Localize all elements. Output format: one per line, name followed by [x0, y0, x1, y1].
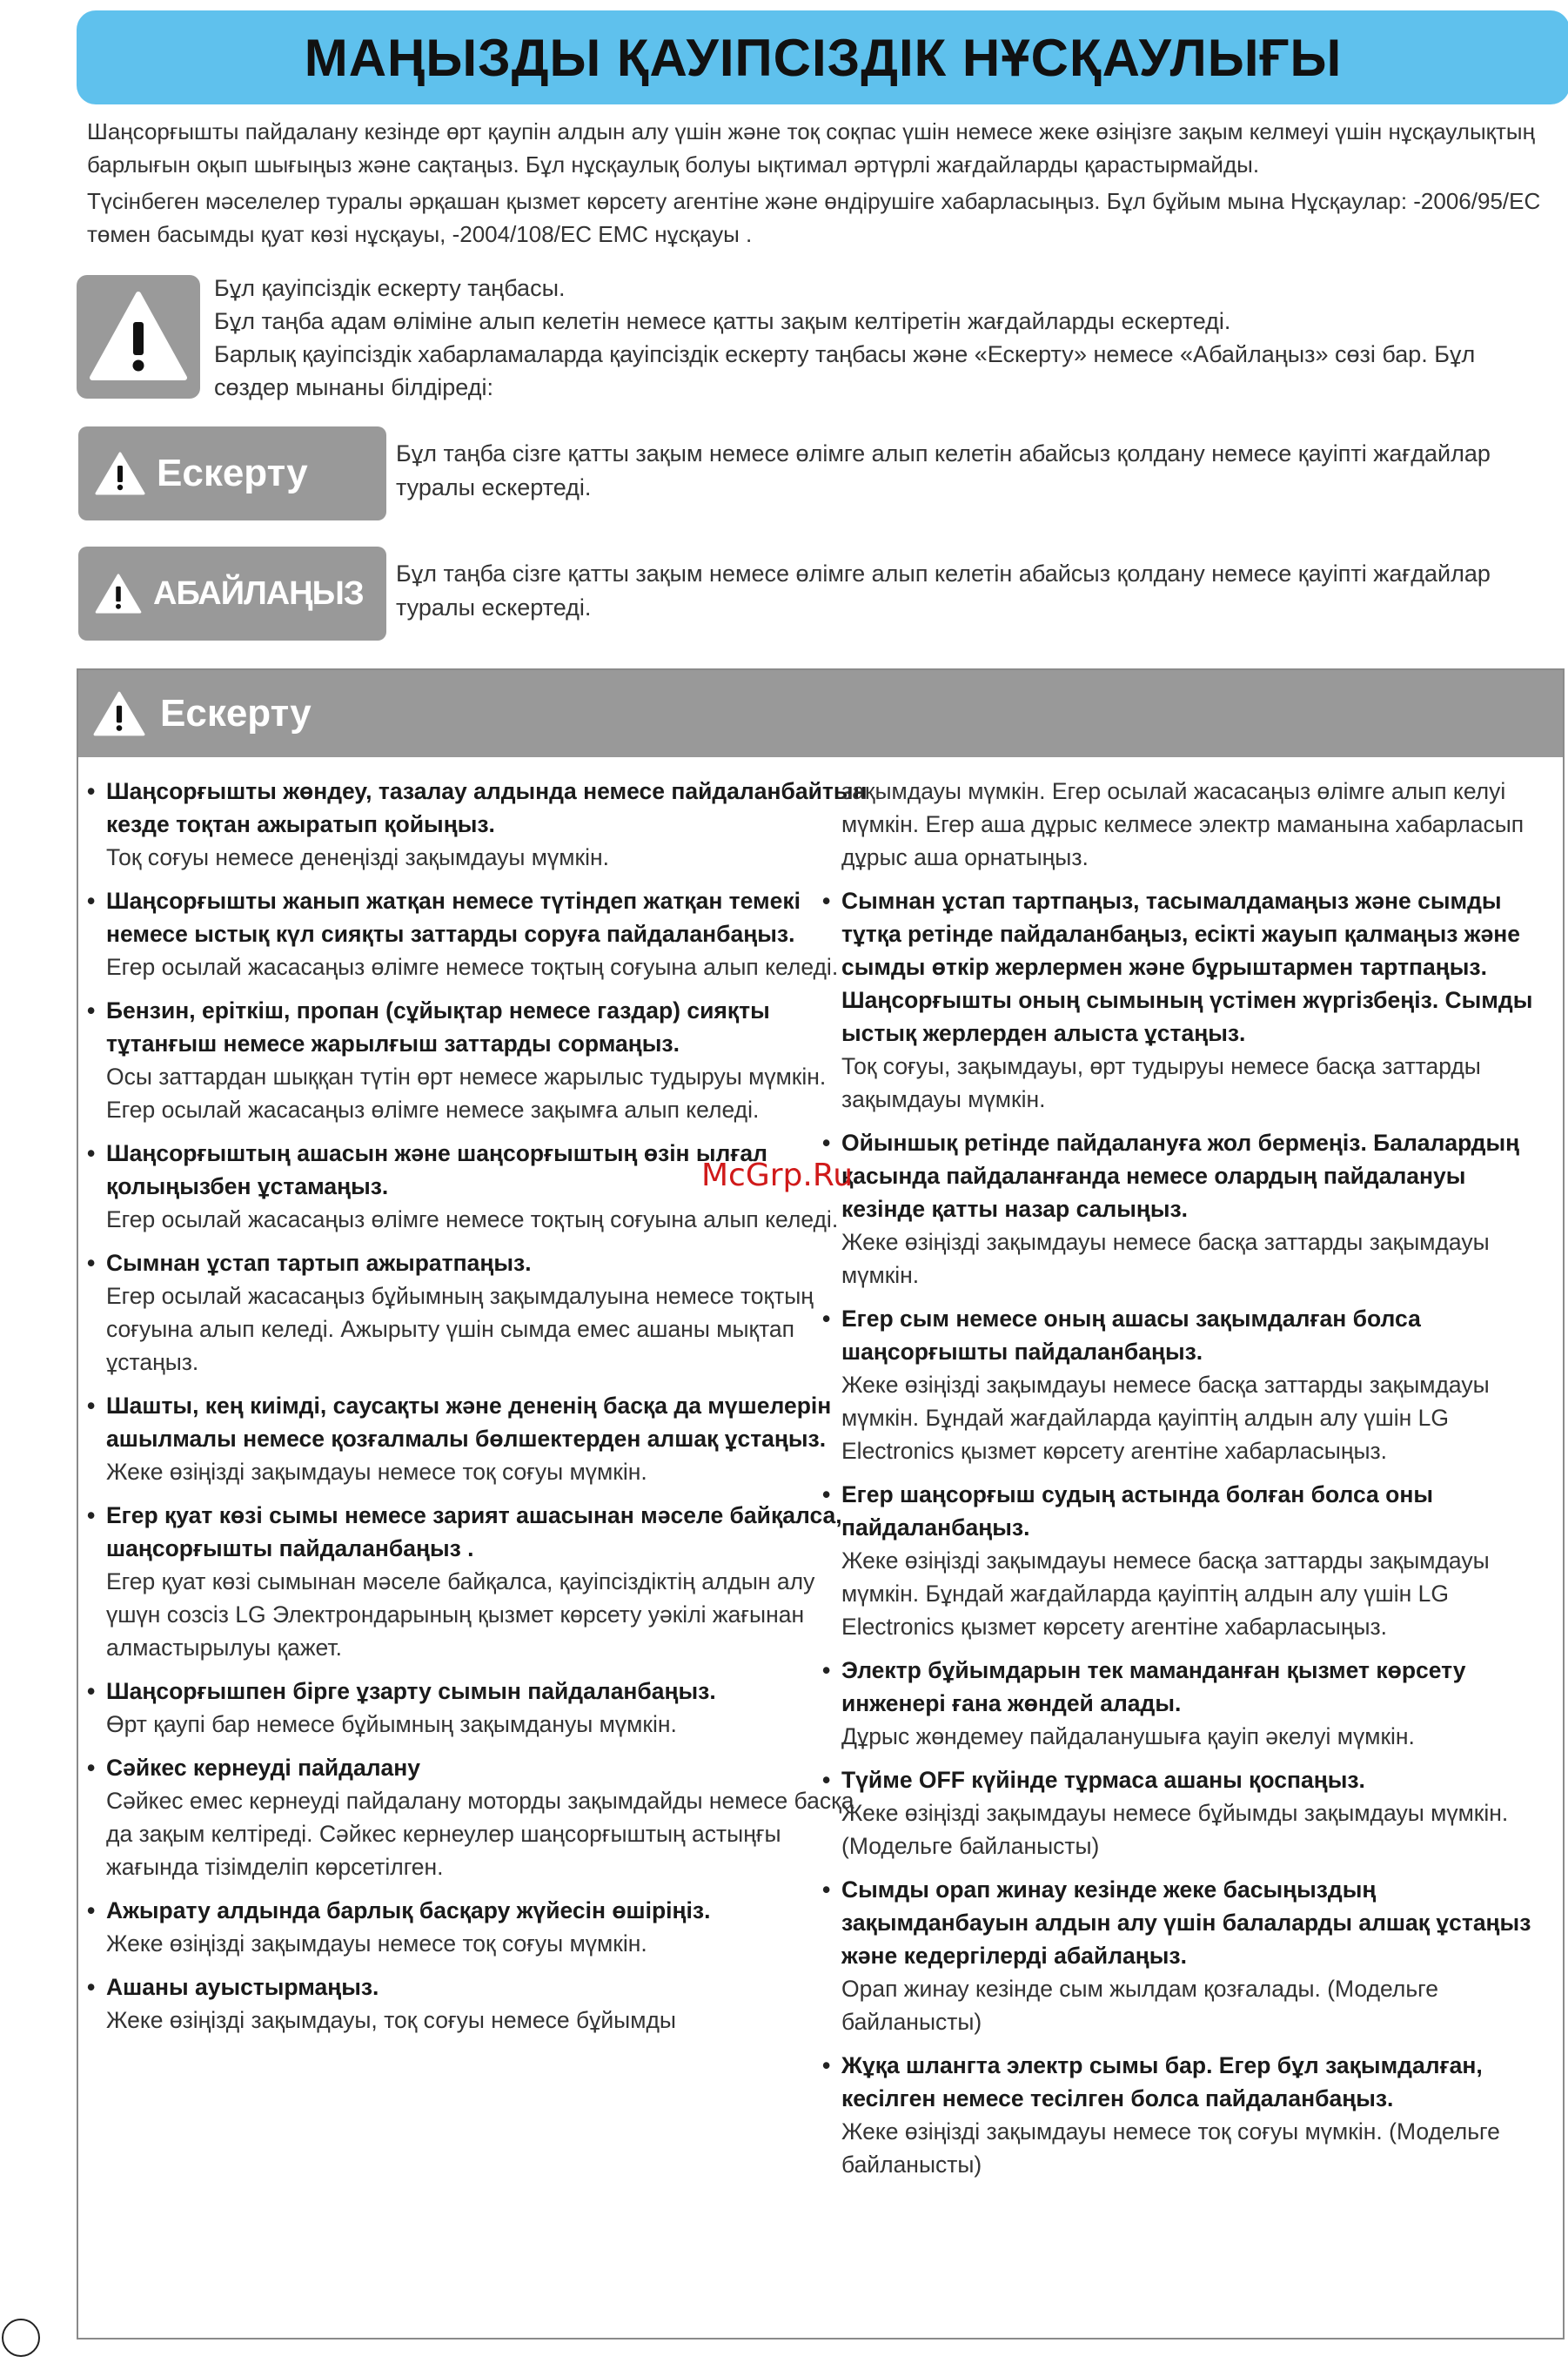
symbol-line: Барлық қауіпсіздік хабарламаларда қауіпсіздік ескерту таңбасы және «Ескерту» немесе «Абайлаңыз» сөзі бар. Бұл сөздер мынаны білдіреді:: [214, 341, 1476, 400]
list-item: [822, 1763, 1553, 1863]
badge-description: Бұл таңба сізге қатты зақым немесе өлімге алып келетін абайсыз қолдану немесе қауіпті жағдайлар туралы ескертеді.: [396, 561, 1491, 621]
item-heading: • Сәйкес кернеуді пайдалану: [106, 1755, 421, 1781]
item-detail: Жеке өзіңізді зақымдауы немесе бұйымды зақымдауы мүмкін. (Модельге байланысты): [841, 1800, 1509, 1859]
list-item: [822, 1478, 1553, 1643]
item-detail: Осы заттардан шыққан түтін өрт немесе жарылыс тудыруы мүмкін. Егер осылай жасасаңыз өлімге немесе зақымға алып келеді.: [106, 1064, 827, 1123]
list-item-continued: [822, 775, 1553, 874]
item-heading: • Шашты, кең киімді, саусақты және дененің басқа да мүшелерін ашылмалы немесе қозғалмалы бөлшектерден алшақ ұстаңыз.: [106, 1393, 832, 1452]
item-heading: • Ашаны ауыстырмаңыз.: [106, 1974, 379, 2000]
list-item: [87, 1499, 870, 1664]
item-heading: • Шаңсорғышпен бірге ұзарту сымын пайдаланбаңыз.: [106, 1678, 716, 1704]
list-item: [822, 1126, 1553, 1292]
list-item: [822, 2049, 1553, 2181]
item-detail: Жеке өзіңізді зақымдауы немесе тоқ соғуы мүмкін.: [106, 1459, 647, 1485]
item-detail: Егер осылай жасасаңыз бұйымның зақымдалуына немесе тоқтың соғуына алып келеді. Ажырыту үшін сымда емес ашаны мықтап ұстаңыз.: [106, 1283, 814, 1375]
item-heading: • Егер сым немесе оның ашасы зақымдалған болса шаңсорғышты пайдаланбаңыз.: [841, 1306, 1421, 1365]
warning-box: [77, 668, 1565, 2340]
warning-icon: [94, 573, 143, 614]
item-detail: Жеке өзіңізді зақымдауы, тоқ соғуы немесе бұйымды: [106, 2007, 676, 2033]
list-item: [87, 1751, 870, 1883]
item-heading: • Бензин, еріткіш, пропан (сұйықтар немесе газдар) сияқты тұтанғыш немесе жарылғыш заттарды сормаңыз.: [106, 997, 770, 1057]
item-heading: • Жұқа шлангта электр сымы бар. Егер бұл зақымдалған, кесілген немесе тесілген болса пайдаланбаңыз.: [841, 2052, 1483, 2111]
warning-icon: [94, 451, 146, 496]
list-item: [822, 1302, 1553, 1467]
item-heading: • Шаңсорғышты жанып жатқан немесе түтіндеп жатқан темекі немесе ыстық күл сияқты заттарды соруға пайдаланбаңыз.: [106, 888, 801, 947]
list-item: [87, 1970, 870, 2037]
title-bar: [77, 10, 1568, 104]
list-item: [87, 1894, 870, 1960]
item-detail: Жеке өзіңізді зақымдауы немесе басқа заттарды зақымдауы мүмкін. Бұндай жағдайларда қауіптің алдын алу үшін LG Electronics қызмет көрсету агентіне хабарласыңыз.: [841, 1547, 1490, 1640]
list-item: [87, 994, 870, 1126]
item-detail: Жеке өзіңізді зақымдауы немесе тоқ соғуы мүмкін. (Модельге байланысты): [841, 2118, 1500, 2178]
item-detail: Егер осылай жасасаңыз өлімге немесе тоқтың соғуына алып келеді.: [106, 954, 839, 980]
item-heading: • Ажырату алдында барлық басқару жүйесін өшіріңіз.: [106, 1897, 711, 1923]
item-detail: зақымдауы мүмкін. Егер осылай жасасаңыз өлімге алып келуі мүмкін. Егер аша дұрыс келмесе электр маманына хабарласып дұрыс аша орнатыңыз.: [841, 778, 1524, 870]
item-detail: Жеке өзіңізді зақымдауы немесе басқа заттарды зақымдауы мүмкін. Бұндай жағдайларда қауіптің алдын алу үшін LG Electronics қызмет көрсету агентіне хабарласыңыз.: [841, 1372, 1490, 1464]
item-heading: • Түйме OFF күйінде тұрмаса ашаны қоспаңыз.: [841, 1767, 1365, 1793]
list-item: [87, 775, 870, 874]
caution-badge: [78, 547, 386, 641]
list-item: [87, 1246, 870, 1379]
intro-paragraph: Түсінбеген мәселелер туралы әрқашан қызмет көрсету агентіне және өндірушіге хабарласыңыз. Бұл бұйым мына Нұсқаулар: -2006/95/EC төмен басымды қуат көзі нұсқауы, -2004/108/EC EMC нұсқауы .: [87, 188, 1541, 247]
warning-badge: [78, 426, 386, 520]
item-detail: Жеке өзіңізді зақымдауы немесе тоқ соғуы мүмкін.: [106, 1930, 647, 1957]
list-item: [87, 1389, 870, 1488]
list-item: [822, 884, 1553, 1116]
item-heading: • Сымды орап жинау кезінде жеке басыңыздың зақымданбауын алдын алу үшін балаларды алшақ ұстаңыз және кедергілерді абайлаңыз.: [841, 1876, 1531, 1969]
item-heading: • Егер қуат көзі сымы немесе зарият ашасынан мәселе байқалса, шаңсорғышты пайдаланбаңыз .: [106, 1502, 842, 1561]
item-detail: Егер осылай жасасаңыз өлімге немесе тоқтың соғуына алып келеді.: [106, 1206, 839, 1232]
item-detail: Тоқ соғуы, зақымдауы, өрт тудыруы немесе басқа заттарды зақымдауы мүмкін.: [841, 1053, 1481, 1112]
warning-icon: [77, 275, 200, 399]
warning-box-title: Ескерту: [160, 692, 312, 735]
intro-paragraph: Шаңсорғышты пайдалану кезінде өрт қаупін алдын алу үшін және тоқ соқпас үшін немесе жеке өзіңізге зақым келмеуі үшін нұсқаулықтың барлығын оқып шығыңыз және сақтаңыз. Бұл нұсқаулық болуы ықтимал әртүрлі жағдайларды қарастырмайды.: [87, 118, 1535, 178]
page-number-circle: [2, 2319, 40, 2357]
page-title: МАҢЫЗДЫ ҚАУІПСІЗДІК НҰСҚАУЛЫҒЫ: [304, 28, 1343, 87]
item-detail: Жеке өзіңізді зақымдауы немесе басқа заттарды зақымдауы мүмкін.: [841, 1229, 1490, 1288]
item-detail: Сәйкес емес кернеуді пайдалану моторды зақымдайды немесе басқа да зақым келтіреді. Сәйкес кернеулер шаңсорғыштың астыңғы жағында тізімделіп көрсетілген.: [106, 1788, 854, 1880]
list-item: [822, 1654, 1553, 1753]
warning-box-header: [78, 670, 1563, 757]
item-detail: Өрт қаупі бар немесе бұйымның зақымдануы мүмкін.: [106, 1711, 677, 1737]
intro: [87, 115, 1558, 254]
badge-label: Ескерту: [157, 452, 308, 494]
list-item: [87, 1675, 870, 1741]
watermark-text: McGrp.Ru: [701, 1158, 854, 1193]
item-heading: • Сымнан ұстап тартып ажыратпаңыз.: [106, 1250, 532, 1276]
item-detail: Егер қуат көзі сымынан мәселе байқалса, қауіпсіздіктің алдын алу үшүн созсіз LG Электрондарының қызмет көрсету уәкілі жағынан алмастырылуы қажет.: [106, 1568, 815, 1661]
badge-label: АБАЙЛАҢЫЗ: [153, 574, 364, 612]
symbol-line: Бұл таңба адам өліміне алып келетін немесе қатты зақым келтіретін жағдайларды ескертеді.: [214, 308, 1231, 334]
list-item: [822, 1873, 1553, 2038]
badge-description: Бұл таңба сізге қатты зақым немесе өлімге алып келетін абайсыз қолдану немесе қауіпті жағдайлар туралы ескертеді.: [396, 440, 1491, 500]
item-heading: • Ойыншық ретінде пайдалануға жол бермеңіз. Балалардың қасында пайдаланғанда немесе олардың пайдалануы кезінде қатты назар салыңыз.: [841, 1130, 1520, 1222]
item-detail: Тоқ соғуы немесе денеңізді зақымдауы мүмкін.: [106, 844, 609, 870]
item-heading: • Шаңсорғышты жөндеу, тазалау алдында немесе пайдаланбайтын кезде тоқтан ажыратып қойыңыз.: [106, 778, 868, 837]
item-detail: Дұрыс жөндемеу пайдаланушыға қауіп әкелуі мүмкін.: [841, 1723, 1415, 1749]
item-heading: • Егер шаңсорғыш судың астында болған болса оны пайдаланбаңыз.: [841, 1481, 1433, 1541]
item-heading: • Электр бұйымдарын тек маманданған қызмет көрсету инженері ғана жөндей алады.: [841, 1657, 1466, 1716]
symbol-explanation: [214, 272, 1554, 404]
right-column: [822, 775, 1553, 2192]
left-column: [87, 775, 870, 2047]
list-item: [87, 884, 870, 983]
item-heading: • Шаңсорғыштың ашасын және шаңсорғыштың өзін ылғал қолыңызбен ұстамаңыз.: [106, 1140, 767, 1199]
symbol-line: Бұл қауіпсіздік ескерту таңбасы.: [214, 275, 566, 301]
item-detail: Орап жинау кезінде сым жылдам қозғалады. (Модельге байланысты): [841, 1976, 1438, 2035]
warning-icon: [92, 690, 146, 737]
item-heading: • Сымнан ұстап тартпаңыз, тасымалдамаңыз және сымды тұтқа ретінде пайдаланбаңыз, есікті жауып қалмаңыз және сымды өткір жерлермен және бұрыштармен тартпаңыз. Шаңсорғышты оның сымының үстімен жүргізбеңіз. Сымды ыстық жерлерден алыста ұстаңыз.: [841, 888, 1533, 1046]
